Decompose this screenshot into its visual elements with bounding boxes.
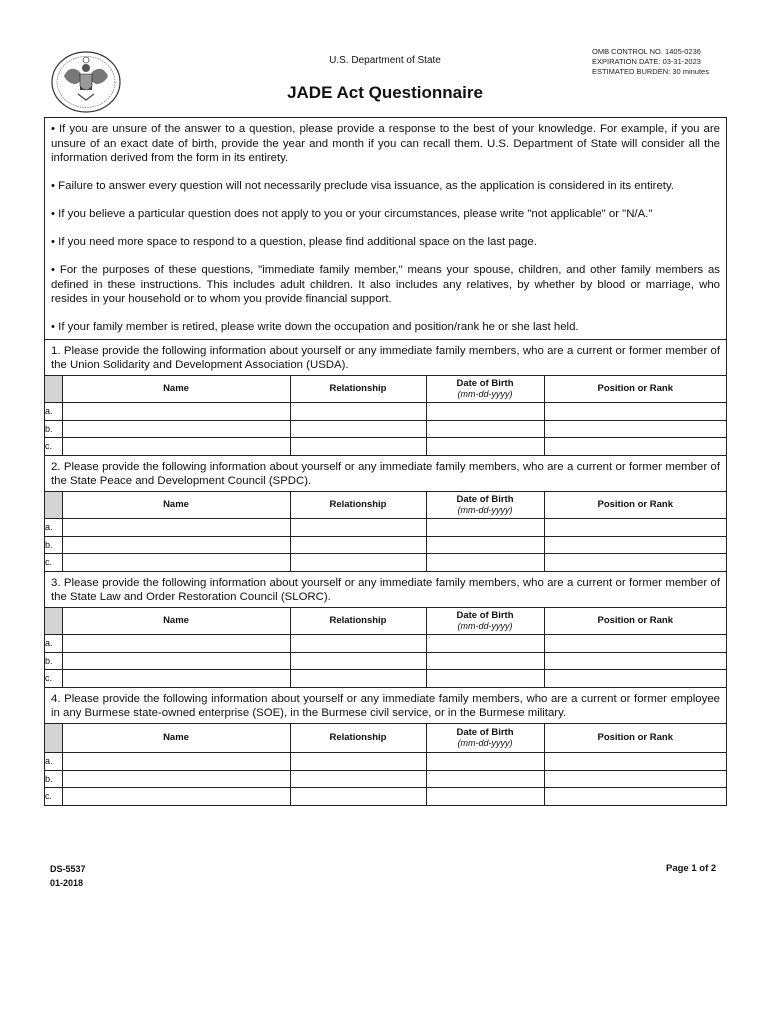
question-4-table <box>45 724 726 806</box>
name-field[interactable] <box>62 670 290 688</box>
relationship-field[interactable] <box>290 536 426 554</box>
table-row <box>45 519 726 537</box>
dob-format-hint: (mm-dd-yyyy) <box>457 505 513 516</box>
relationship-field[interactable] <box>290 420 426 438</box>
position-field[interactable] <box>544 554 726 572</box>
row-label: b. <box>45 770 62 788</box>
position-column-header <box>544 492 726 519</box>
instruction-item: • If you need more space to respond to a question, please find additional space on the last page. <box>51 236 537 248</box>
relationship-column-header <box>290 724 426 753</box>
name-column-header-label: Name <box>163 499 189 511</box>
dob-format-hint: (mm-dd-yyyy) <box>457 738 513 749</box>
dob-field[interactable] <box>426 519 544 537</box>
dob-field[interactable] <box>426 438 544 456</box>
position-field[interactable] <box>544 770 726 788</box>
header-corner-cell <box>45 608 62 635</box>
position-column-header <box>544 376 726 403</box>
table-row <box>45 788 726 806</box>
name-column-header <box>62 492 290 519</box>
question-4-text: 4. Please provide the following information about yourself or any immediate family members, who are a current or former employee in any Burmese state-owned enterprise (SOE), in the Burmese civil service, or in the Burmese military. <box>45 688 726 724</box>
instruction-item: • If you believe a particular question does not apply to you or your circumstances, please write "not applicable" or "N/A." <box>51 208 653 220</box>
position-field[interactable] <box>544 438 726 456</box>
instructions-block <box>45 118 726 340</box>
dob-field[interactable] <box>426 554 544 572</box>
relationship-column-header <box>290 608 426 635</box>
instruction-item: • For the purposes of these questions, "immediate family member," means your spouse, children, and other family members as defined in these instructions. This includes adult children. It also includes any relatives, by whether by blood or marriage, who resides in your household or to whom you provide financial support. <box>51 264 720 305</box>
name-field[interactable] <box>62 635 290 653</box>
question-3-section <box>45 572 726 688</box>
instruction-item: • If your family member is retired, please write down the occupation and position/rank he or she last held. <box>51 321 579 333</box>
header-corner-cell <box>45 724 62 753</box>
dob-column-header-label: Date of Birth <box>456 727 514 739</box>
name-column-header <box>62 724 290 753</box>
relationship-column-header <box>290 492 426 519</box>
position-field[interactable] <box>544 753 726 771</box>
question-2-text: 2. Please provide the following information about yourself or any immediate family members, who are a current or former member of the State Peace and Development Council (SPDC). <box>45 456 726 492</box>
relationship-field[interactable] <box>290 670 426 688</box>
relationship-field[interactable] <box>290 652 426 670</box>
questions-container <box>45 340 726 806</box>
dob-field[interactable] <box>426 403 544 421</box>
row-label: b. <box>45 536 62 554</box>
table-row <box>45 554 726 572</box>
dob-column-header <box>426 492 544 519</box>
form-date: 01-2018 <box>50 878 84 888</box>
form-identifier <box>50 862 86 890</box>
header-corner-cell <box>45 376 62 403</box>
question-1-section <box>45 340 726 456</box>
name-column-header-label: Name <box>163 383 189 395</box>
omb-expiration-date: EXPIRATION DATE: 03-31-2023 <box>592 57 701 66</box>
name-column-header <box>62 608 290 635</box>
name-field[interactable] <box>62 753 290 771</box>
name-column-header-label: Name <box>163 615 189 627</box>
row-label: c. <box>45 670 62 688</box>
table-row <box>45 753 726 771</box>
relationship-field[interactable] <box>290 770 426 788</box>
row-label: c. <box>45 788 62 806</box>
relationship-field[interactable] <box>290 635 426 653</box>
instruction-item: • Failure to answer every question will not necessarily preclude visa issuance, as the application is considered in its entirety. <box>51 180 674 192</box>
department-of-state-seal <box>50 50 122 114</box>
header-corner-cell <box>45 492 62 519</box>
relationship-field[interactable] <box>290 403 426 421</box>
table-row <box>45 770 726 788</box>
dob-format-hint: (mm-dd-yyyy) <box>457 621 513 632</box>
row-label: a. <box>45 635 62 653</box>
question-1-table <box>45 376 726 456</box>
position-column-header <box>544 724 726 753</box>
name-field[interactable] <box>62 420 290 438</box>
dob-format-hint: (mm-dd-yyyy) <box>457 389 513 400</box>
table-row <box>45 420 726 438</box>
relationship-field[interactable] <box>290 438 426 456</box>
position-field[interactable] <box>544 635 726 653</box>
dob-field[interactable] <box>426 635 544 653</box>
position-field[interactable] <box>544 670 726 688</box>
position-field[interactable] <box>544 420 726 438</box>
department-name: U.S. Department of State <box>329 55 441 66</box>
relationship-field[interactable] <box>290 788 426 806</box>
table-row <box>45 536 726 554</box>
dob-field[interactable] <box>426 536 544 554</box>
dob-field[interactable] <box>426 670 544 688</box>
relationship-column-header-label: Relationship <box>329 615 387 627</box>
dob-field[interactable] <box>426 770 544 788</box>
relationship-column-header-label: Relationship <box>329 499 387 511</box>
page-number: Page 1 of 2 <box>666 863 717 874</box>
dob-field[interactable] <box>426 420 544 438</box>
table-row <box>45 670 726 688</box>
relationship-field[interactable] <box>290 554 426 572</box>
dob-column-header-label: Date of Birth <box>456 494 514 506</box>
dob-column-header <box>426 376 544 403</box>
position-field[interactable] <box>544 519 726 537</box>
name-field[interactable] <box>62 652 290 670</box>
question-2-table <box>45 492 726 572</box>
question-2-section <box>45 456 726 572</box>
position-column-header-label: Position or Rank <box>597 499 673 511</box>
table-row <box>45 652 726 670</box>
relationship-column-header-label: Relationship <box>329 383 387 395</box>
dob-column-header <box>426 724 544 753</box>
name-field[interactable] <box>62 519 290 537</box>
omb-estimated-burden: ESTIMATED BURDEN: 30 minutes <box>592 67 709 76</box>
dob-column-header <box>426 608 544 635</box>
dob-field[interactable] <box>426 753 544 771</box>
name-field[interactable] <box>62 536 290 554</box>
position-column-header-label: Position or Rank <box>597 732 673 744</box>
row-label: a. <box>45 519 62 537</box>
question-1-text: 1. Please provide the following information about yourself or any immediate family members, who are a current or former member of the Union Solidarity and Development Association (USDA). <box>45 340 726 376</box>
name-column-header-label: Name <box>163 732 189 744</box>
dob-field[interactable] <box>426 788 544 806</box>
table-row <box>45 438 726 456</box>
relationship-column-header <box>290 376 426 403</box>
name-field[interactable] <box>62 403 290 421</box>
name-column-header <box>62 376 290 403</box>
row-label: a. <box>45 403 62 421</box>
table-row <box>45 403 726 421</box>
form-frame <box>44 117 727 806</box>
relationship-field[interactable] <box>290 753 426 771</box>
question-3-table <box>45 608 726 688</box>
position-field[interactable] <box>544 788 726 806</box>
position-column-header <box>544 608 726 635</box>
name-field[interactable] <box>62 788 290 806</box>
relationship-field[interactable] <box>290 519 426 537</box>
position-field[interactable] <box>544 536 726 554</box>
dob-column-header-label: Date of Birth <box>456 378 514 390</box>
omb-control-number: OMB CONTROL NO. 1405-0236 <box>592 47 701 56</box>
row-label: b. <box>45 652 62 670</box>
position-field[interactable] <box>544 652 726 670</box>
position-column-header-label: Position or Rank <box>597 615 673 627</box>
dob-column-header-label: Date of Birth <box>456 610 514 622</box>
table-row <box>45 635 726 653</box>
name-field[interactable] <box>62 770 290 788</box>
question-4-section <box>45 688 726 806</box>
page-title: JADE Act Questionnaire <box>287 83 483 102</box>
omb-control-block <box>592 47 709 77</box>
name-field[interactable] <box>62 438 290 456</box>
row-label: c. <box>45 438 62 456</box>
relationship-column-header-label: Relationship <box>329 732 387 744</box>
dob-field[interactable] <box>426 652 544 670</box>
question-3-text: 3. Please provide the following information about yourself or any immediate family members, who are a current or former member of the State Law and Order Restoration Council (SLORC). <box>45 572 726 608</box>
row-label: a. <box>45 753 62 771</box>
row-label: b. <box>45 420 62 438</box>
form-number: DS-5537 <box>50 864 86 874</box>
name-field[interactable] <box>62 554 290 572</box>
position-field[interactable] <box>544 403 726 421</box>
position-column-header-label: Position or Rank <box>597 383 673 395</box>
row-label: c. <box>45 554 62 572</box>
instruction-item: • If you are unsure of the answer to a question, please provide a response to the best of your knowledge. For example, if you are unsure of an exact date of birth, provide the year and month if you can recall them. U.S. Department of State will consider all the information derived from the form in its entirety. <box>51 123 720 164</box>
